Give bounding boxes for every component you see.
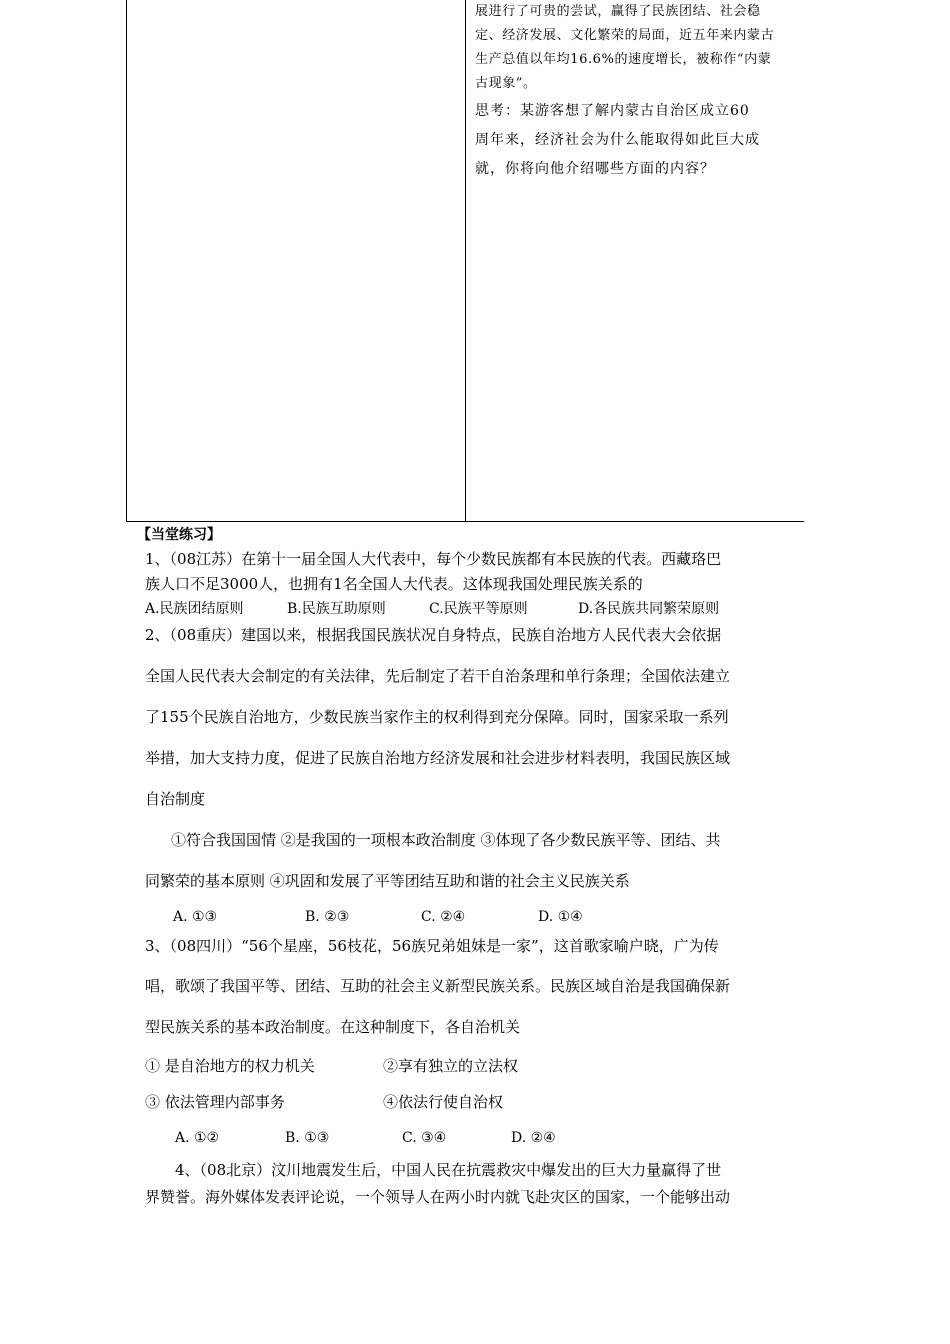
question-text-line: 界赞誉。海外媒体发表评论说，一个领导人在两小时内就飞赴灾区的国家，一个能够出动 <box>145 1188 731 1206</box>
option-b: B.民族互助原则 <box>287 601 386 617</box>
table-left-border <box>126 0 127 522</box>
question-4 <box>145 1156 810 1210</box>
cell-text-line: 生产总值以年均16.6%的速度增长，被称作“内蒙 <box>475 52 772 67</box>
think-question-line: 思考：某游客想了解内蒙古自治区成立60 <box>475 103 750 119</box>
question-text-line: 3、（08四川）“56个星座，56枝花，56族兄弟姐妹是一家”，这首歌家喻户晓，广为传 <box>145 937 719 955</box>
question-text-line: 4、（08北京）汶川地震发生后，中国人民在抗震救灾中爆发出的巨大力量赢得了世 <box>175 1161 722 1179</box>
question-text-line: 唱，歌颂了我国平等、团结、互助的社会主义新型民族关系。民族区域自治是我国确保新 <box>145 977 731 995</box>
answer-options <box>145 597 810 622</box>
option-a: A. ①② <box>175 1130 220 1146</box>
option-c: C. ③④ <box>402 1130 447 1146</box>
cell-text-line: 定、经济发展、文化繁荣的局面，近五年来内蒙古 <box>475 28 775 43</box>
cell-text-line: 古现象”。 <box>475 76 537 91</box>
table-middle-border <box>465 0 466 522</box>
answer-options <box>145 1120 810 1156</box>
question-text-line: 型民族关系的基本政治制度。在这种制度下，各自治机关 <box>145 1018 521 1036</box>
statement-1: ① 是自治地方的权力机关 <box>145 1057 315 1075</box>
option-d: D.各民族共同繁荣原则 <box>578 601 720 617</box>
question-1 <box>145 547 810 622</box>
question-text-line: 族人口不足3000人，也拥有1名全国人大代表。这体现我国处理民族关系的 <box>145 575 643 593</box>
option-d: D. ②④ <box>511 1130 556 1146</box>
cell-text-line: 展进行了可贵的尝试，赢得了民族团结、社会稳 <box>475 4 761 19</box>
option-b: B. ②③ <box>305 909 350 925</box>
option-b: B. ①③ <box>285 1130 330 1146</box>
option-c: C. ②④ <box>421 909 466 925</box>
question-text-line: 了155个民族自治地方，少数民族当家作主的权利得到充分保障。同时，国家采取一系列 <box>145 708 729 726</box>
option-c: C.民族平等原则 <box>429 601 528 617</box>
statement-line: 同繁荣的基本原则 ④巩固和发展了平等团结互助和谐的社会主义民族关系 <box>145 872 630 890</box>
question-3 <box>145 932 810 1156</box>
question-text-line: 自治制度 <box>145 790 206 808</box>
statement-3: ③ 依法管理内部事务 <box>145 1093 285 1111</box>
section-heading: 【当堂练习】 <box>137 527 221 543</box>
statement-line <box>145 1048 810 1084</box>
question-text-line: 1、（08江苏）在第十一届全国人大代表中，每个少数民族都有本民族的代表。西藏珞巴 <box>145 550 722 568</box>
practice-section <box>137 523 810 1210</box>
statement-line <box>145 1084 810 1120</box>
think-question-line: 就，你将向他介绍哪些方面的内容？ <box>475 161 715 177</box>
question-text-line: 全国人民代表大会制定的有关法律，先后制定了若干自治条理和单行条理；全国依法建立 <box>145 667 731 685</box>
question-text-line: 2、（08重庆）建国以来，根据我国民族状况自身特点，民族自治地方人民代表大会依据 <box>145 626 722 644</box>
think-question-line: 周年来，经济社会为什么能取得如此巨大成 <box>475 132 760 148</box>
answer-options <box>145 902 810 932</box>
statement-4: ④依法行使自治权 <box>383 1093 504 1111</box>
statement-line: ①符合我国国情 ②是我国的一项根本政治制度 ③体现了各少数民族平等、团结、共 <box>171 831 721 849</box>
question-2 <box>145 622 810 932</box>
table-bottom-border <box>126 521 804 522</box>
option-d: D. ①④ <box>538 909 583 925</box>
option-a: A. ①③ <box>173 909 218 925</box>
option-a: A.民族团结原则 <box>145 601 244 617</box>
statement-2: ②享有独立的立法权 <box>383 1057 519 1075</box>
right-table-cell <box>475 0 803 183</box>
question-text-line: 举措，加大支持力度，促进了民族自治地方经济发展和社会进步材料表明，我国民族区域 <box>145 749 731 767</box>
